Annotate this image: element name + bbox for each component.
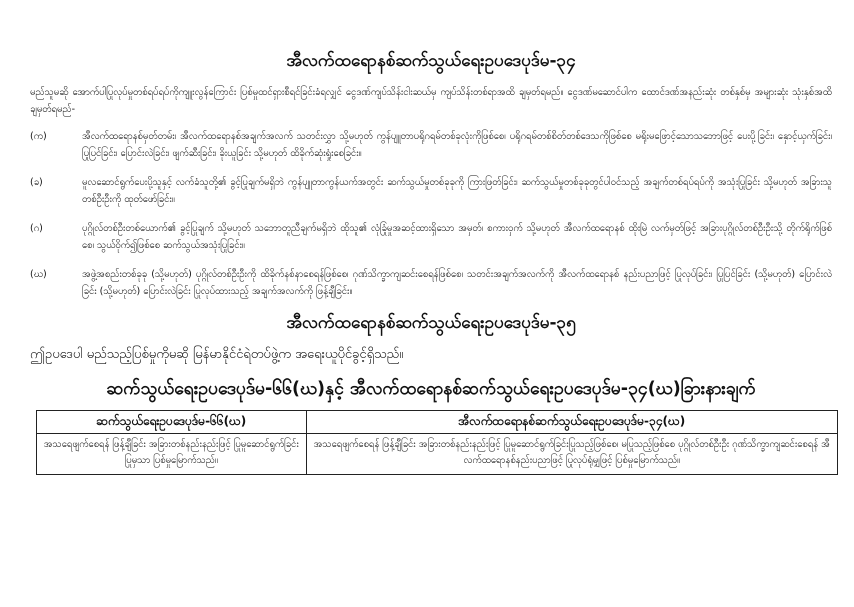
clause-text: ပုဂ္ဂိုလ်တစ်ဦးတစ်ယောက်၏ ခွင့်ပြုချက် သို့မဟုတ် သဘောတူညီချက်မရှိဘဲ ထိုသူ၏ လုံခြုံမှုအဆင့်ထားရှိသော အမှတ်၊ စကားဝှက် သို့မဟုတ် အီလက်ထရောနစ် ထိုးမြဲ လက်မှတ်ဖြင့် အခြားပုဂ္ဂိုလ်တစ်ဦးဦးသို့ တိုက်ရိုက်ဖြစ်စေ၊ သွယ်ဝိုက်၍ဖြစ်စေ ဆက်သွယ်အသုံးပြုခြင်း။ bbox=[82, 223, 832, 251]
clause-item bbox=[30, 174, 832, 208]
intro-paragraph: မည်သူမဆို အောက်ပါပြုလုပ်မှုတစ်ရပ်ရပ်ကိုကျူးလွန်ကြောင်း ပြစ်မှုထင်ရှားစီရင်ခြင်းခံရလျှင် ငွေဒဏ်ကျပ်သိန်းငါးဆယ်မှ ကျပ်သိန်းတစ်ရာအထိ ချမှတ်ရမည်။ ငွေဒဏ်မဆောင်ပါက ထောင်ဒဏ်အနည်းဆုံး တစ်နှစ်မှ အများဆုံး သုံးနှစ်အထိ ချမှတ်ရမည်- bbox=[30, 87, 832, 115]
clause-text: အဖွဲ့အစည်းတစ်ခုခု (သို့မဟုတ်) ပုဂ္ဂိုလ်တစ်ဦးဦးကို ထိခိုက်နစ်နာစေရန်ဖြစ်စေ၊ ဂုဏ်သိက္ခာကျဆင်းစေရန်ဖြစ်စေ၊ သတင်းအချက်အလက်ကို အီလက်ထရောနစ် နည်းပညာဖြင့် ပြုလုပ်ခြင်း၊ ပြုပြင်ခြင်း (သို့မဟုတ်) ပြောင်းလဲခြင်း (သို့မဟုတ်) ပြောင်းလဲခြင်း ပြုလုပ်ထားသည့် အချက်အလက်ကို ဖြန့်ချီခြင်း။ bbox=[82, 269, 832, 297]
clause-item bbox=[30, 128, 832, 162]
clause-text: အီလက်ထရောနစ်မှတ်တမ်း၊ အီလက်ထရောနစ်အချက်အလက် သတင်းလွှာ သို့မဟုတ် ကွန်ပျူတာပရိုဂရမ်တစ်ခုလုံးကိုဖြစ်စေ၊ ပရိုဂရမ်တစ်စိတ်တစ်ဒေသကိုဖြစ်စေ မရိုးမဖြောင့်သောသဘောဖြင့် ပေးပို့ခြင်း၊ နှောင့်ယှက်ခြင်း၊ ပြုပြင်ခြင်း၊ ပြောင်းလဲခြင်း၊ ဖျက်ဆီးခြင်း၊ ခိုးယူခြင်း သို့မဟုတ် ထိခိုက်ဆုံးရှုံးစေခြင်း။ bbox=[82, 131, 832, 159]
clause-number: (ခ) bbox=[30, 177, 43, 188]
section-34-heading: အီလက်ထရောနစ်ဆက်သွယ်ရေးဥပဒေပုဒ်မ-၃၄ bbox=[286, 51, 576, 71]
clause-number: (က) bbox=[30, 131, 47, 142]
section-35-heading: အီလက်ထရောနစ်ဆက်သွယ်ရေးဥပဒေပုဒ်မ-၃၅ bbox=[286, 313, 576, 333]
clause-item bbox=[30, 266, 832, 300]
clause-list bbox=[30, 128, 832, 300]
comparison-table bbox=[36, 410, 838, 475]
clause-item bbox=[30, 220, 832, 254]
table-header-left: ဆက်သွယ်ရေးဥပဒေပုဒ်မ-၆၆(ဃ) bbox=[37, 411, 307, 434]
table-cell-left: အသရေဖျက်စေရန် ဖြန့်ချီခြင်း အခြားတစ်နည်းနည်းဖြင့် ပြုမူဆောင်ရွက်ခြင်းပြုမှသာ ပြစ်မှုမြောက်သည်။ bbox=[37, 434, 307, 475]
comparison-heading: ဆက်သွယ်ရေးဥပဒေပုဒ်မ-၆၆(ဃ)နှင့် အီလက်ထရောနစ်ဆက်သွယ်ရေးဥပဒေပုဒ်မ-၃၄(ဃ)ခြားနားချက် bbox=[106, 379, 756, 399]
table-row bbox=[37, 434, 838, 475]
clause-text: မူလဆောင်ရွက်ပေးပို့သူနှင့် လက်ခံသူတို့၏ ခွင့်ပြုချက်မရှိဘဲ ကွန်ပျူတာကွန်ယက်အတွင်း ဆက်သွယ်မှုတစ်ခုခုကို ကြားဖြတ်ခြင်း၊ ဆက်သွယ်မှုတစ်ခုခုတွင်ပါဝင်သည့် အချက်တစ်ရပ်ရပ်ကို အသုံးပြုခြင်း သို့မဟုတ် အခြားသူတစ်ဦးဦးကို ထုတ်ဖော်ခြင်း။ bbox=[82, 177, 832, 205]
table-header-right: အီလက်ထရောနစ်ဆက်သွယ်ရေးဥပဒေပုဒ်မ-၃၄(ဃ) bbox=[306, 411, 837, 434]
jurisdiction-note: ဤဥပဒေပါ မည်သည့်ပြစ်မှုကိုမဆို မြန်မာနိုင်ငံရဲတပ်ဖွဲ့က အရေးယူပိုင်ခွင့်ရှိသည်။ bbox=[30, 347, 404, 362]
table-cell-right: အသရေဖျက်စေရန် ဖြန့်ချီခြင်း အခြားတစ်နည်းနည်းဖြင့် ပြုမူဆောင်ရွက်ခြင်းပြုသည့်ဖြစ်စေ၊ မပြုသည့်ဖြစ်စေ ပုဂ္ဂိုလ်တစ်ဦးဦး ဂုဏ်သိက္ခာကျဆင်းစေရန် အီလက်ထရောနစ်နည်းပညာဖြင့် ပြုလုပ်ရုံမျှဖြင့် ပြစ်မှုမြောက်သည်။ bbox=[306, 434, 837, 475]
clause-number: (ဃ) bbox=[30, 269, 47, 280]
table-header-row bbox=[37, 411, 838, 434]
clause-number: (ဂ) bbox=[30, 223, 43, 234]
